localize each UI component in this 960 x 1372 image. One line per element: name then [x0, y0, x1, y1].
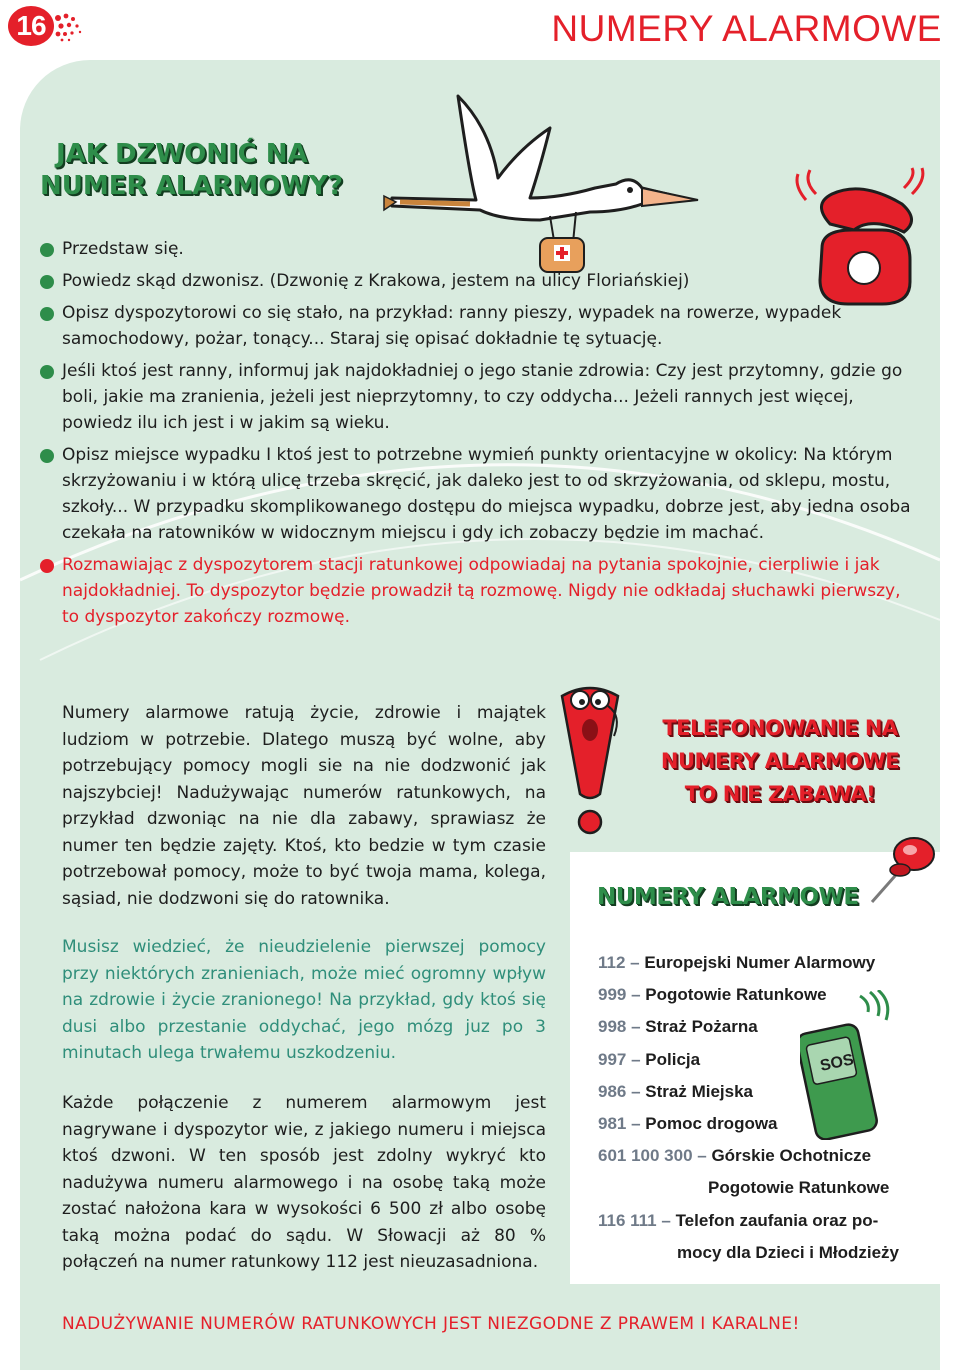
warning-line-3: TO NIE ZABAWA!: [684, 782, 876, 806]
emergency-number: 997 –: [598, 1049, 641, 1069]
list-item-text: Opisz miejsce wypadku I ktoś jest to potrzebne wymień punkty orientacyjne w okolicy: Na którym skrzyżowaniu i w którą ulicę trzeba skręcić, jak daleko jest to od skrzyżowania, od sklepu, mostu, szkoły... W przypadku skomplikowanego dostępu do miejsca wypadku, dobrze jest, aby jedna osoba czekała na ratowników w widocznym miejscu i gdy ich zobaczy będzie im machać.: [62, 445, 911, 543]
emergency-number: 981 –: [598, 1114, 641, 1134]
emergency-number: 116 111 –: [598, 1210, 671, 1230]
service-name: Straż Pożarna: [645, 1017, 758, 1037]
list-item: [40, 552, 920, 630]
service-name-continued: mocy dla Dzieci i Młodzieży: [677, 1242, 900, 1262]
bullet-icon: [40, 243, 54, 257]
sos-mobile-phone-icon: [800, 990, 892, 1140]
bullet-icon: [40, 449, 54, 463]
bullet-icon: [40, 559, 54, 573]
list-item: [40, 236, 920, 262]
number-row: [598, 1205, 898, 1269]
heading-line-2: NUMER ALARMOWY?: [40, 171, 343, 201]
paragraph-first-aid: Musisz wiedzieć, że nieudzielenie pierwszej pomocy przy niektórych zranieniach, może mieć ogromny wpływ na zdrowie i życie zranionego! Na przykład, gdy ktoś się dusi albo przestanie oddychać, jego mózg juz po 3 minutach ulega trwałemu uszkodzeniu.: [62, 937, 546, 1063]
sos-label: SOS: [818, 1051, 856, 1075]
bullet-icon: [40, 365, 54, 379]
emergency-number: 998 –: [598, 1017, 641, 1037]
list-item: [40, 358, 920, 436]
list-item: [40, 268, 920, 294]
section-heading: [40, 138, 343, 202]
emergency-number: 112 –: [598, 953, 640, 972]
list-item: [40, 442, 920, 546]
list-item-text: Jeśli ktoś jest ranny, informuj jak najdokładniej o jego stanie zdrowia: Czy jest przytomny, gdzie go boli, jakie ma zranienia, jeżeli jest nieprzytomny, to czy oddycha... Jeżeli rannych jest więcej, powiedz ilu ich jest i w jakim są wieku.: [62, 361, 903, 433]
heading-line-1: JAK DZWONIĆ NA: [56, 139, 308, 169]
emergency-number: 999 –: [598, 985, 641, 1005]
bullet-icon: [40, 275, 54, 289]
service-name-continued: Pogotowie Ratunkowe: [708, 1178, 890, 1198]
instructions-list: [40, 236, 920, 630]
pushpin-icon: [866, 830, 946, 910]
list-item: [40, 300, 920, 352]
service-name: Policja: [645, 1049, 701, 1069]
paragraph-recording: Każde połączenie z numerem alarmowym jest nagrywane i dyspozytor wie, z jakiego numeru i miejsca ktoś dzwoni. W ten sposób jest zdolny wykryć kto nadużywa numeru alarmowego i na osobę taką może zostać nałożona kara w wysokości 6 500 zł albo osobę taką można podać do sądu. W Słowacji aż 80 % połączeń na numer ratunkowy 112 jest nieuzasadniona.: [62, 1093, 546, 1272]
list-item-text: Przedstaw się.: [62, 239, 184, 259]
service-name: Straż Miejska: [645, 1081, 754, 1101]
page-number-badge: [8, 6, 54, 46]
service-name: Europejski Numer Alarmowy: [644, 953, 876, 972]
emergency-number: 986 –: [598, 1081, 641, 1101]
service-name: Górskie Ochotnicze: [711, 1146, 872, 1166]
warning-line-2: NUMERY ALARMOWE: [660, 749, 900, 773]
paragraph-importance: Numery alarmowe ratują życie, zdrowie i majątek ludziom w potrzebie. Dlatego muszą być wolne, aby potrzebujący pomocy mogli sie na nie dodzwonić jak najszybciej! Nadużywając numerów ratunkowych, na przykład dzwoniąc na nie dla zabawy, sprawiasz że numer ten będzie zajęty. Ktoś, kto bedzie w tym czasie potrzebował pomocy, może to być twoja mama, kolega, sąsiad, nie dodzwoni się do ratownika.: [62, 703, 546, 909]
decorative-dots-icon: [54, 12, 88, 42]
service-name: Telefon zaufania oraz po-: [675, 1210, 879, 1230]
number-row: [598, 947, 898, 979]
numbers-box-title: NUMERY ALARMOWE: [597, 884, 859, 910]
legal-warning-footer: NADUŻYWANIE NUMERÓW RATUNKOWYCH JEST NIEZGODNE Z PRAWEM I KARALNE!: [62, 1314, 800, 1334]
bullet-icon: [40, 307, 54, 321]
warning-line-1: TELEFONOWANIE NA: [662, 716, 898, 740]
service-name: Pomoc drogowa: [645, 1114, 778, 1134]
warning-heading: [630, 712, 930, 811]
service-name: Pogotowie Ratunkowe: [645, 985, 827, 1005]
list-item-text: Powiedz skąd dzwonisz. (Dzwonię z Krakowa, jestem na ulicy Floriańskiej): [62, 271, 690, 291]
emergency-number: 601 100 300 –: [598, 1146, 707, 1166]
number-row: [598, 1140, 898, 1204]
exclamation-mark-icon: [556, 676, 624, 836]
page-title: NUMERY ALARMOWE: [551, 8, 942, 49]
list-item-text: Rozmawiając z dyspozytorem stacji ratunkowej odpowiadaj na pytania spokojnie, cierpliwie i jak najdokładniej. To dyspozytor będzie prowadził tą rozmowę. Nigdy nie odkładaj słuchawki pierwszy, to dyspozytor zakończy rozmowę.: [62, 555, 901, 627]
list-item-text: Opisz dyspozytorowi co się stało, na przykład: ranny pieszy, wypadek na rowerze, wypadek samochodowy, pożar, tonący... Staraj się opisać dokładnie tę sytuację.: [62, 303, 842, 349]
page-number: 16: [16, 10, 46, 41]
